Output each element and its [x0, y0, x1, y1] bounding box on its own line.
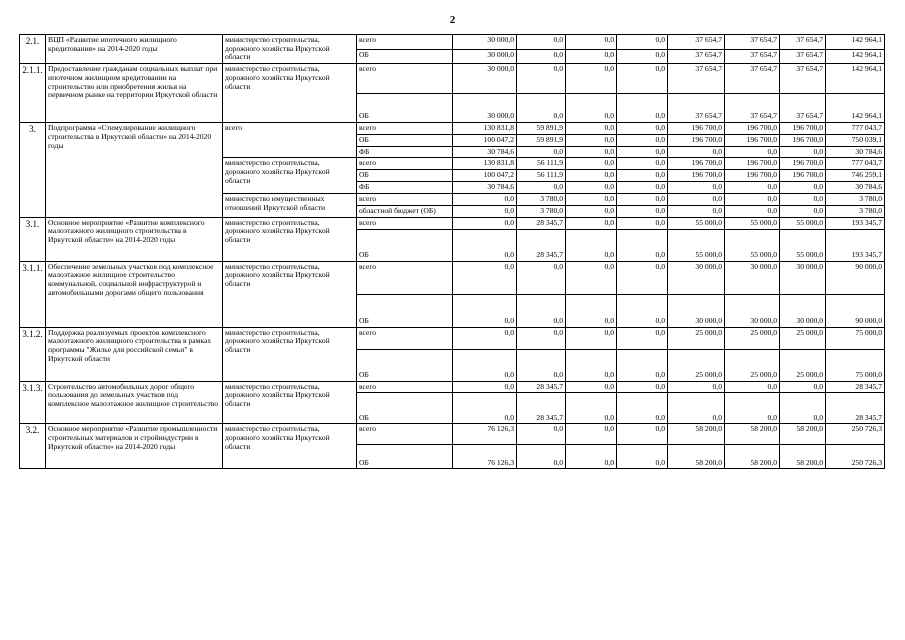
amount-cell: 0,0 — [668, 146, 725, 158]
amount-cell: 0,0 — [566, 206, 617, 218]
amount-cell: 196 700,0 — [668, 158, 725, 170]
amount-cell: 0,0 — [617, 182, 668, 194]
amount-cell: 196 700,0 — [725, 158, 780, 170]
amount-cell: 0,0 — [617, 49, 668, 64]
amount-cell: 25 000,0 — [668, 327, 725, 349]
amount-cell: 0,0 — [668, 206, 725, 218]
amount-cell: 0,0 — [566, 424, 617, 445]
amount-cell: 55 000,0 — [780, 229, 826, 261]
amount-cell: 142 964,1 — [826, 94, 885, 123]
amount-cell: 0,0 — [566, 229, 617, 261]
amount-cell: 0,0 — [566, 94, 617, 123]
amount-cell: 0,0 — [453, 206, 517, 218]
amount-cell: 55 000,0 — [668, 229, 725, 261]
amount-cell: 0,0 — [517, 349, 566, 381]
amount-cell: 59 891,9 — [517, 123, 566, 135]
amount-cell: 90 000,0 — [826, 294, 885, 327]
row-code: 3.1. — [20, 217, 46, 261]
funding-source: ОБ — [357, 349, 453, 381]
amount-cell: 58 200,0 — [668, 445, 725, 469]
amount-cell: 0,0 — [617, 123, 668, 135]
amount-cell: 777 043,7 — [826, 158, 885, 170]
measure-name: Основное мероприятие «Развитие промышленности строительных материалов и стройиндустрии в Иркутской области» на 2014-2020 годы — [46, 424, 223, 469]
amount-cell: 56 111,9 — [517, 170, 566, 182]
funding-source: всего — [357, 261, 453, 294]
row-code: 3. — [20, 123, 46, 218]
page-number: 2 — [449, 14, 456, 26]
amount-cell: 0,0 — [617, 294, 668, 327]
amount-cell: 76 126,3 — [453, 445, 517, 469]
amount-cell: 0,0 — [617, 64, 668, 94]
amount-cell: 0,0 — [453, 381, 517, 393]
amount-cell: 196 700,0 — [780, 134, 826, 146]
amount-cell: 37 654,7 — [780, 35, 826, 50]
amount-cell: 37 654,7 — [725, 35, 780, 50]
amount-cell: 0,0 — [566, 381, 617, 393]
executor: министерство строительства, дорожного хозяйства Иркутской области — [223, 327, 357, 381]
row-code: 3.1.3. — [20, 381, 46, 424]
funding-source: ОБ — [357, 229, 453, 261]
executor: всего — [223, 123, 357, 158]
amount-cell: 0,0 — [668, 393, 725, 424]
funding-source: ОБ — [357, 49, 453, 64]
financing-table — [19, 34, 885, 469]
executor: министерство строительства, дорожного хозяйства Иркутской области — [223, 35, 357, 64]
amount-cell: 25 000,0 — [725, 349, 780, 381]
amount-cell: 0,0 — [566, 49, 617, 64]
amount-cell: 250 726,3 — [826, 445, 885, 469]
amount-cell: 0,0 — [566, 261, 617, 294]
amount-cell: 0,0 — [517, 182, 566, 194]
amount-cell: 30 000,0 — [668, 261, 725, 294]
executor: министерство строительства, дорожного хозяйства Иркутской области — [223, 158, 357, 194]
amount-cell: 55 000,0 — [725, 217, 780, 229]
amount-cell: 59 891,9 — [517, 134, 566, 146]
amount-cell: 30 784,6 — [453, 146, 517, 158]
amount-cell: 0,0 — [617, 424, 668, 445]
amount-cell: 0,0 — [566, 146, 617, 158]
amount-cell: 0,0 — [668, 182, 725, 194]
amount-cell: 30 000,0 — [453, 35, 517, 50]
amount-cell: 0,0 — [517, 94, 566, 123]
funding-source: ОБ — [357, 445, 453, 469]
amount-cell: 0,0 — [617, 381, 668, 393]
amount-cell: 196 700,0 — [780, 170, 826, 182]
amount-cell: 0,0 — [566, 445, 617, 469]
amount-cell: 0,0 — [453, 194, 517, 206]
amount-cell: 0,0 — [668, 194, 725, 206]
amount-cell: 0,0 — [453, 261, 517, 294]
funding-source: ОБ — [357, 294, 453, 327]
amount-cell: 30 000,0 — [453, 49, 517, 64]
measure-name: Обеспечение земельных участков под комплексное малоэтажное жилищное строительство коммунальной, социальной инфраструктурой и автомобильными дорогами общего пользования — [46, 261, 223, 327]
table-row — [20, 35, 885, 50]
amount-cell: 130 831,8 — [453, 158, 517, 170]
amount-cell: 0,0 — [617, 327, 668, 349]
amount-cell: 30 000,0 — [725, 261, 780, 294]
amount-cell: 0,0 — [566, 217, 617, 229]
amount-cell: 0,0 — [453, 217, 517, 229]
amount-cell: 30 000,0 — [780, 261, 826, 294]
amount-cell: 30 000,0 — [725, 294, 780, 327]
funding-source: ОБ — [357, 94, 453, 123]
amount-cell: 3 780,0 — [517, 194, 566, 206]
amount-cell: 37 654,7 — [668, 49, 725, 64]
funding-source: всего — [357, 217, 453, 229]
amount-cell: 0,0 — [566, 170, 617, 182]
table-row — [20, 217, 885, 229]
amount-cell: 55 000,0 — [725, 229, 780, 261]
amount-cell: 0,0 — [566, 393, 617, 424]
amount-cell: 746 259,1 — [826, 170, 885, 182]
amount-cell: 0,0 — [617, 261, 668, 294]
amount-cell: 0,0 — [453, 393, 517, 424]
amount-cell: 750 039,1 — [826, 134, 885, 146]
amount-cell: 0,0 — [780, 194, 826, 206]
funding-source: всего — [357, 194, 453, 206]
amount-cell: 30 784,6 — [453, 182, 517, 194]
amount-cell: 76 126,3 — [453, 424, 517, 445]
amount-cell: 0,0 — [617, 229, 668, 261]
amount-cell: 0,0 — [566, 35, 617, 50]
amount-cell: 75 000,0 — [826, 349, 885, 381]
amount-cell: 196 700,0 — [780, 123, 826, 135]
amount-cell: 55 000,0 — [780, 217, 826, 229]
amount-cell: 0,0 — [617, 170, 668, 182]
amount-cell: 193 345,7 — [826, 217, 885, 229]
amount-cell: 0,0 — [566, 158, 617, 170]
measure-name: Основное мероприятие «Развитие комплексного малоэтажного жилищного строительства в Иркутской области» на 2014-2020 годы — [46, 217, 223, 261]
amount-cell: 30 000,0 — [780, 294, 826, 327]
amount-cell: 0,0 — [617, 158, 668, 170]
amount-cell: 37 654,7 — [780, 64, 826, 94]
table-row — [20, 261, 885, 294]
amount-cell: 30 000,0 — [453, 64, 517, 94]
executor: министерство строительства, дорожного хозяйства Иркутской области — [223, 261, 357, 327]
amount-cell: 250 726,3 — [826, 424, 885, 445]
amount-cell: 0,0 — [517, 445, 566, 469]
amount-cell: 0,0 — [668, 381, 725, 393]
measure-name: Поддержка реализуемых проектов комплексного малоэтажного жилищного строительства в рамках программы "Жилье для российской семьи" в Иркутской области — [46, 327, 223, 381]
funding-source: всего — [357, 35, 453, 50]
amount-cell: 777 043,7 — [826, 123, 885, 135]
amount-cell: 196 700,0 — [725, 123, 780, 135]
amount-cell: 0,0 — [517, 327, 566, 349]
funding-source: всего — [357, 158, 453, 170]
row-code: 3.1.1. — [20, 261, 46, 327]
measure-name: ВЦП «Развитие ипотечного жилищного кредитования» на 2014-2020 годы — [46, 35, 223, 64]
amount-cell: 0,0 — [453, 327, 517, 349]
amount-cell: 0,0 — [725, 206, 780, 218]
amount-cell: 37 654,7 — [668, 94, 725, 123]
funding-source: областной бюджет (ОБ) — [357, 206, 453, 218]
amount-cell: 0,0 — [725, 381, 780, 393]
amount-cell: 0,0 — [725, 146, 780, 158]
amount-cell: 0,0 — [617, 217, 668, 229]
executor: министерство строительства, дорожного хозяйства Иркутской области — [223, 424, 357, 469]
amount-cell: 56 111,9 — [517, 158, 566, 170]
measure-name: Строительство автомобильных дорог общего пользования до земельных участков под комплексное малоэтажное жилищное строительство — [46, 381, 223, 424]
amount-cell: 0,0 — [453, 294, 517, 327]
amount-cell: 30 784,6 — [826, 146, 885, 158]
amount-cell: 28 345,7 — [517, 381, 566, 393]
amount-cell: 142 964,1 — [826, 64, 885, 94]
amount-cell: 130 831,8 — [453, 123, 517, 135]
executor: министерство строительства, дорожного хозяйства Иркутской области — [223, 217, 357, 261]
table-row — [20, 64, 885, 94]
amount-cell: 142 964,1 — [826, 49, 885, 64]
amount-cell: 0,0 — [517, 35, 566, 50]
amount-cell: 37 654,7 — [725, 64, 780, 94]
amount-cell: 0,0 — [780, 393, 826, 424]
amount-cell: 0,0 — [617, 393, 668, 424]
amount-cell: 3 780,0 — [517, 206, 566, 218]
funding-source: ОБ — [357, 393, 453, 424]
amount-cell: 30 784,6 — [826, 182, 885, 194]
funding-source: ОБ — [357, 134, 453, 146]
executor: министерство строительства, дорожного хозяйства Иркутской области — [223, 64, 357, 123]
amount-cell: 0,0 — [566, 294, 617, 327]
amount-cell: 100 047,2 — [453, 170, 517, 182]
amount-cell: 196 700,0 — [668, 123, 725, 135]
amount-cell: 100 047,2 — [453, 134, 517, 146]
amount-cell: 0,0 — [725, 194, 780, 206]
amount-cell: 3 780,0 — [826, 194, 885, 206]
amount-cell: 0,0 — [566, 182, 617, 194]
amount-cell: 0,0 — [617, 194, 668, 206]
amount-cell: 0,0 — [617, 445, 668, 469]
amount-cell: 0,0 — [517, 49, 566, 64]
amount-cell: 0,0 — [453, 349, 517, 381]
executor: министерство имущественных отношений Иркутской области — [223, 194, 357, 217]
row-code: 3.1.2. — [20, 327, 46, 381]
funding-source: всего — [357, 327, 453, 349]
row-code: 2.1.1. — [20, 64, 46, 123]
amount-cell: 196 700,0 — [725, 170, 780, 182]
amount-cell: 55 000,0 — [668, 217, 725, 229]
amount-cell: 0,0 — [517, 424, 566, 445]
amount-cell: 0,0 — [617, 94, 668, 123]
row-code: 3.2. — [20, 424, 46, 469]
amount-cell: 0,0 — [566, 123, 617, 135]
amount-cell: 3 780,0 — [826, 206, 885, 218]
amount-cell: 0,0 — [566, 134, 617, 146]
amount-cell: 25 000,0 — [668, 349, 725, 381]
amount-cell: 0,0 — [617, 349, 668, 381]
funding-source: ОБ — [357, 170, 453, 182]
amount-cell: 0,0 — [725, 393, 780, 424]
table-row — [20, 327, 885, 349]
amount-cell: 58 200,0 — [725, 445, 780, 469]
amount-cell: 0,0 — [725, 182, 780, 194]
amount-cell: 37 654,7 — [780, 49, 826, 64]
amount-cell: 58 200,0 — [668, 424, 725, 445]
amount-cell: 28 345,7 — [517, 393, 566, 424]
amount-cell: 0,0 — [566, 327, 617, 349]
amount-cell: 196 700,0 — [668, 134, 725, 146]
amount-cell: 0,0 — [566, 194, 617, 206]
amount-cell: 196 700,0 — [725, 134, 780, 146]
amount-cell: 193 345,7 — [826, 229, 885, 261]
amount-cell: 0,0 — [517, 146, 566, 158]
amount-cell: 0,0 — [617, 35, 668, 50]
amount-cell: 0,0 — [566, 349, 617, 381]
table-row — [20, 381, 885, 393]
amount-cell: 142 964,1 — [826, 35, 885, 50]
amount-cell: 28 345,7 — [826, 381, 885, 393]
amount-cell: 0,0 — [617, 146, 668, 158]
amount-cell: 0,0 — [517, 64, 566, 94]
amount-cell: 0,0 — [517, 294, 566, 327]
amount-cell: 196 700,0 — [668, 170, 725, 182]
funding-source: всего — [357, 424, 453, 445]
amount-cell: 0,0 — [780, 381, 826, 393]
executor: министерство строительства, дорожного хозяйства Иркутской области — [223, 381, 357, 424]
amount-cell: 0,0 — [453, 229, 517, 261]
amount-cell: 58 200,0 — [725, 424, 780, 445]
funding-source: ФБ — [357, 146, 453, 158]
amount-cell: 25 000,0 — [780, 349, 826, 381]
amount-cell: 75 000,0 — [826, 327, 885, 349]
measure-name: Предоставление гражданам социальных выплат при ипотечном жилищном кредитовании на строительство или приобретения жилья на первичном рынке на территории Иркутской области — [46, 64, 223, 123]
funding-source: всего — [357, 64, 453, 94]
amount-cell: 0,0 — [780, 146, 826, 158]
amount-cell: 37 654,7 — [725, 94, 780, 123]
amount-cell: 25 000,0 — [780, 327, 826, 349]
amount-cell: 37 654,7 — [668, 35, 725, 50]
amount-cell: 58 200,0 — [780, 424, 826, 445]
row-code: 2.1. — [20, 35, 46, 64]
amount-cell: 37 654,7 — [725, 49, 780, 64]
table-row — [20, 424, 885, 445]
amount-cell: 28 345,7 — [826, 393, 885, 424]
table-row — [20, 123, 885, 135]
amount-cell: 58 200,0 — [780, 445, 826, 469]
amount-cell: 28 345,7 — [517, 217, 566, 229]
amount-cell: 30 000,0 — [453, 94, 517, 123]
amount-cell: 0,0 — [780, 206, 826, 218]
amount-cell: 90 000,0 — [826, 261, 885, 294]
funding-source: всего — [357, 381, 453, 393]
amount-cell: 196 700,0 — [780, 158, 826, 170]
funding-source: всего — [357, 123, 453, 135]
amount-cell: 37 654,7 — [780, 94, 826, 123]
amount-cell: 0,0 — [617, 134, 668, 146]
amount-cell: 25 000,0 — [725, 327, 780, 349]
amount-cell: 0,0 — [780, 182, 826, 194]
amount-cell: 0,0 — [517, 261, 566, 294]
amount-cell: 0,0 — [566, 64, 617, 94]
amount-cell: 0,0 — [617, 206, 668, 218]
funding-source: ФБ — [357, 182, 453, 194]
amount-cell: 28 345,7 — [517, 229, 566, 261]
amount-cell: 30 000,0 — [668, 294, 725, 327]
measure-name: Подпрограмма «Стимулирование жилищного строительства в Иркутской области» на 2014-2020 годы — [46, 123, 223, 218]
amount-cell: 37 654,7 — [668, 64, 725, 94]
